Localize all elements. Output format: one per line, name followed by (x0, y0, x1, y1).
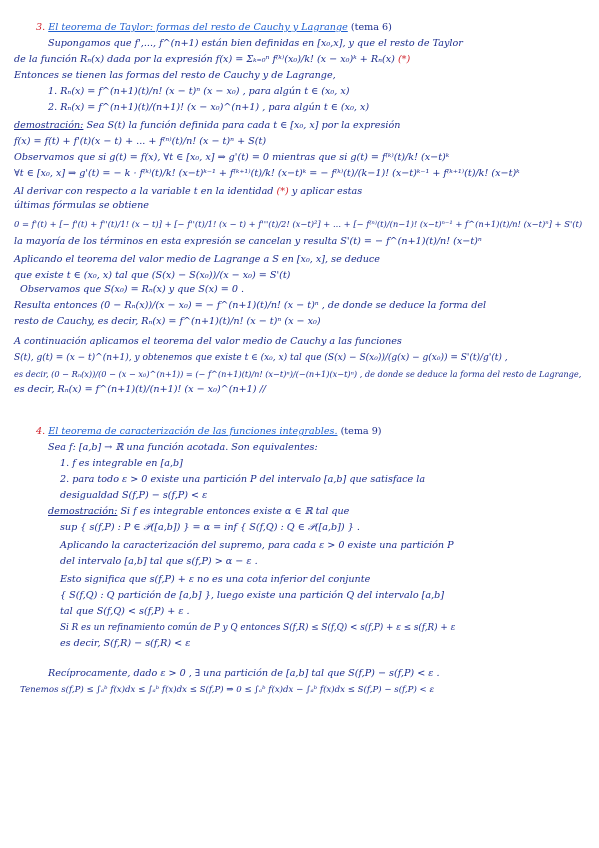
sec4-line: demostración: Si f es integrable entonces existe α ∈ ℝ tal que (48, 506, 350, 517)
sec3-line: Observamos que S(x₀) = Rₙ(x) y que S(x) = 0 . (20, 284, 245, 295)
sec4-line: { S(f,Q) : Q partición de [a,b] }, luego existe una partición Q del intervalo [a,b] (60, 590, 445, 601)
section-3-tag: (tema 6) (350, 22, 392, 33)
sec3-line: Resulta entonces (0 − Rₙ(x))/(x − x₀) = − f^(n+1)(t)/n! (x − t)ⁿ , de donde se deduce la forma del (14, 300, 487, 311)
sec3-line: S(t), g(t) = (x − t)^(n+1), y obtenemos que existe t ∈ (x₀, x) tal que (S(x) − S(x₀))/(g(x) − g(x₀)) = S'(t)/g'(t) , (14, 353, 508, 363)
sec3-line: es decir, (0 − Rₙ(x))/(0 − (x − x₀)^(n+1)) = (− f^(n+1)(t)/n! (x−t)ⁿ)/(−(n+1)(x−t)ⁿ) , de donde se deduce la forma del resto de Lagrange, (14, 369, 582, 379)
section-3-title: El teorema de Taylor: formas del resto de Cauchy y Lagrange (48, 22, 348, 33)
sec3-line: ∀t ∈ [x₀, x] ⇒ g'(t) = − k · f⁽ᵏ⁾(t)/k! (x−t)ᵏ⁻¹ + f⁽ᵏ⁺¹⁾(t)/k! (x−t)ᵏ = − f⁽ᵏ⁾(t)/(k−1)! (x−t)ᵏ⁻¹ + f⁽ᵏ⁺¹⁾(t)/k! (x−t)ᵏ (14, 168, 520, 179)
section-4-title: El teorema de caracterización de las funciones integrables. (48, 426, 338, 437)
sec4-line: Esto significa que s(f,P) + ε no es una cota inferior del conjunte (60, 574, 371, 585)
sec4-line: 2. para todo ε > 0 existe una partición P del intervalo [a,b] que satisface la (60, 474, 426, 485)
sec4-line: tal que S(f,Q) < s(f,P) + ε . (60, 606, 190, 617)
sec3-line: Aplicando el teorema del valor medio de Lagrange a S en [x₀, x], se deduce (14, 254, 380, 265)
sec3-line: resto de Cauchy, es decir, Rₙ(x) = f^(n+1)(t)/n! (x − t)ⁿ (x − x₀) (14, 316, 321, 327)
sec4-line: del intervalo [a,b] tal que s(f,P) > α − ε . (60, 556, 258, 567)
sec4-line: 1. f es integrable en [a,b] (60, 458, 183, 469)
section-3-number: 3. (36, 22, 46, 33)
section-4-heading (36, 426, 382, 438)
equation-mark: (*) (276, 186, 289, 197)
sec4-line: Tenemos s(f,P) ≤ ∫ₐᵇ f(x)dx ≤ ∫ₐᵇ f(x)dx ≤ S(f,P) ⇒ 0 ≤ ∫ₐᵇ f(x)dx − ∫ₐᵇ f(x)dx ≤ S(f,P) − s(f,P) < ε (20, 685, 435, 695)
sec3-line: Supongamos que f',..., f^(n+1) están bien definidas en [x₀,x], y que el resto de Taylor (48, 38, 463, 49)
sec3-line: f(x) = f(t) + f'(t)(x − t) + ... + f⁽ⁿ⁾(t)/n! (x − t)ⁿ + S(t) (14, 136, 267, 147)
sec3-line: Al derivar con respecto a la variable t en la identidad (*) y aplicar estas (14, 186, 363, 197)
section-3-heading (36, 22, 392, 34)
sec3-line: Observamos que si g(t) = f(x), ∀t ∈ [x₀, x] ⇒ g'(t) = 0 mientras que si g(t) = f⁽ᵏ⁾(t)/k! (x−t)ᵏ (14, 152, 450, 163)
section-4-number: 4. (36, 426, 46, 437)
sec4-line: es decir, S(f,R) − s(f,R) < ε (60, 638, 191, 649)
sec4-line: Si R es un refinamiento común de P y Q entonces S(f,R) ≤ S(f,Q) < s(f,P) + ε ≤ s(f,R) + ε (60, 623, 456, 633)
demo-label: demostración: (48, 506, 118, 517)
sec4-line: desigualdad S(f,P) − s(f,P) < ε (60, 490, 208, 501)
demo-label: demostración: (14, 120, 84, 131)
sec3-line: demostración: Sea S(t) la función definida para cada t ∈ [x₀, x] por la expresión (14, 120, 401, 131)
equation-mark: (*) (397, 54, 411, 65)
sec3-line: que existe t ∈ (x₀, x) tal que (S(x) − S(x₀))/(x − x₀) = S'(t) (14, 270, 291, 281)
section-4-tag: (tema 9) (340, 426, 382, 437)
sec3-line: de la función Rₙ(x) dada por la expresión f(x) = Σₖ₌₀ⁿ f⁽ᵏ⁾(x₀)/k! (x − x₀)ᵏ + Rₙ(x) (*) (14, 54, 411, 65)
sec3-line: 1. Rₙ(x) = f^(n+1)(t)/n! (x − t)ⁿ (x − x₀) , para algún t ∈ (x₀, x) (48, 86, 350, 97)
sec4-line: Sea f: [a,b] → ℝ una función acotada. Son equivalentes: (48, 442, 318, 453)
sec3-line: es decir, Rₙ(x) = f^(n+1)(t)/(n+1)! (x − x₀)^(n+1) // (14, 384, 267, 395)
qed-mark: // (259, 384, 267, 395)
sec4-line: Aplicando la caracterización del supremo, para cada ε > 0 existe una partición P (60, 540, 454, 551)
sec3-line: A continuación aplicamos el teorema del valor medio de Cauchy a las funciones (14, 336, 402, 347)
sec4-line: sup { s(f,P) : P ∈ 𝒫([a,b]) } = α = inf { S(f,Q) : Q ∈ 𝒫([a,b]) } . (60, 522, 360, 533)
sec3-line: 0 = f'(t) + [− f'(t) + f''(t)/1! (x − t)] + [− f''(t)/1! (x − t) + f'''(t)/2! (x−t)²] + ... + [− f⁽ⁿ⁾(t)/(n−1)! (x−t)ⁿ⁻¹ + f^(n+1)(t)/n! (x−t)ⁿ] + S'(t) (14, 219, 583, 229)
sec3-line: Entonces se tienen las formas del resto de Cauchy y de Lagrange, (14, 70, 336, 81)
sec3-line: últimas fórmulas se obtiene (14, 200, 149, 211)
sec3-line: la mayoría de los términos en esta expresión se cancelan y resulta S'(t) = − f^(n+1)(t)/n! (x−t)ⁿ (14, 236, 482, 247)
sec3-line: 2. Rₙ(x) = f^(n+1)(t)/(n+1)! (x − x₀)^(n+1) , para algún t ∈ (x₀, x) (48, 102, 370, 113)
sec4-line: Recíprocamente, dado ε > 0 , ∃ una partición de [a,b] tal que S(f,P) − s(f,P) < ε . (48, 668, 440, 679)
